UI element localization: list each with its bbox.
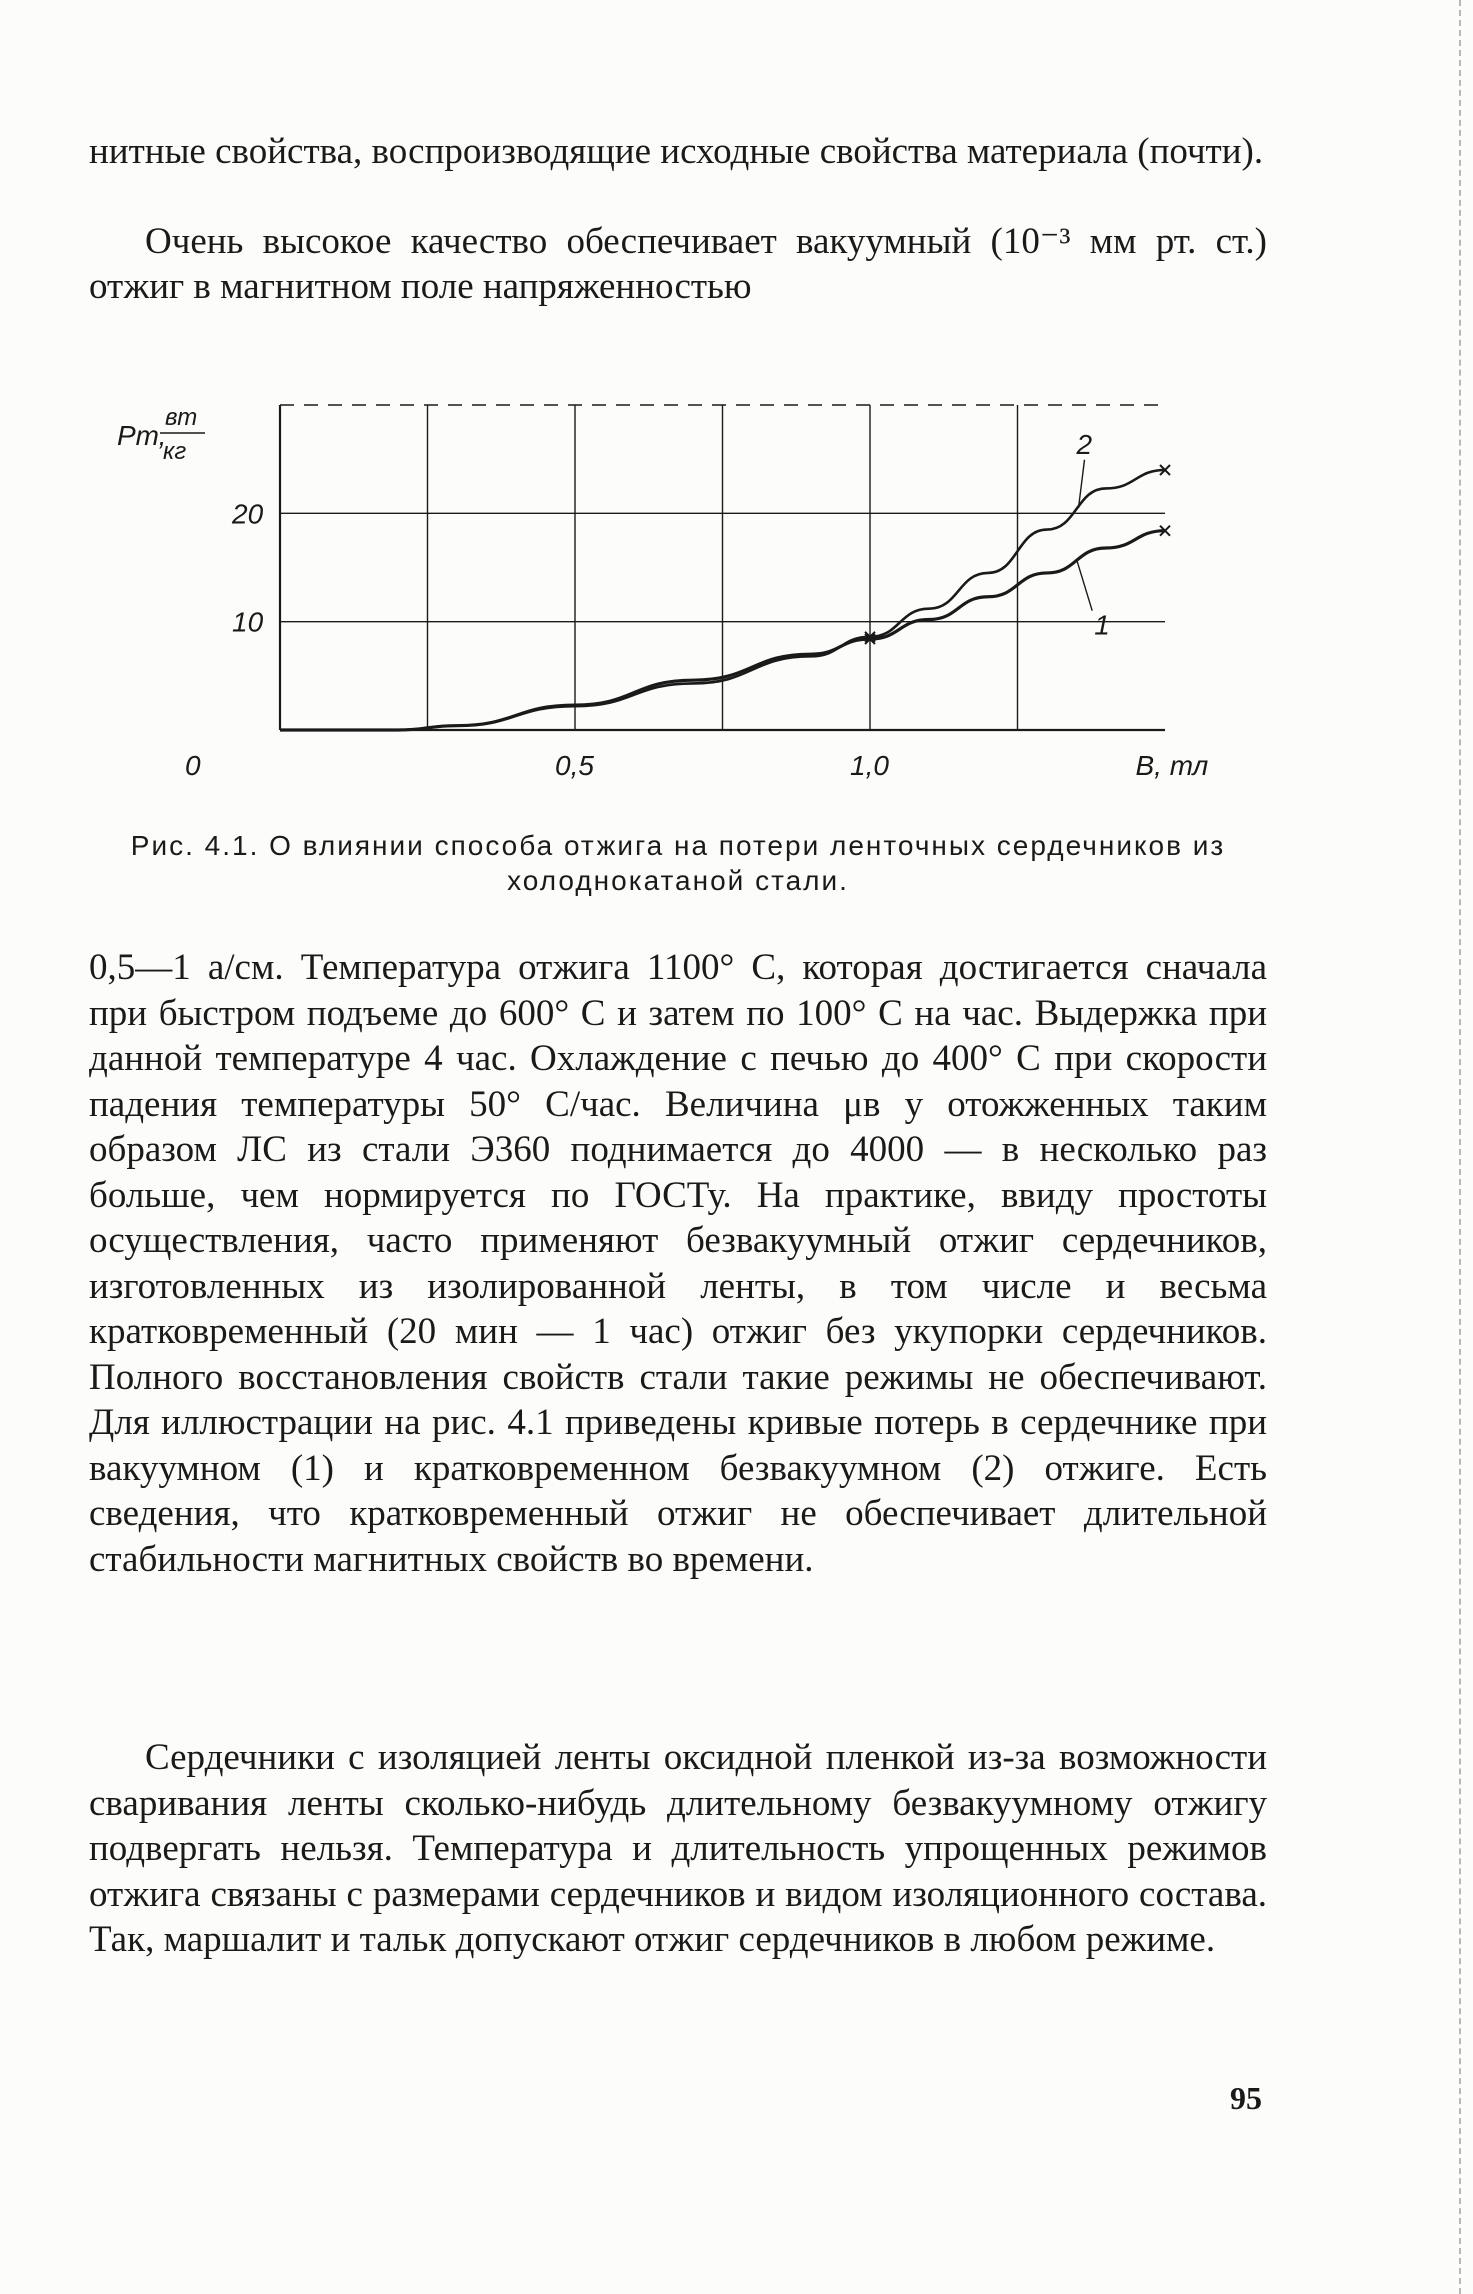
series-label-2: 2 <box>1076 428 1093 460</box>
paragraph-body-2: Сердечники с изоляцией ленты оксидной пленкой из-за возможности сваривания ленты сколько-нибудь длительному безвакуумному отжигу подвергать нельзя. Температура и длительность упрощенных режимов отжига связаны с размерами сердечников и видом изоляционного состава. Так, маршалит и тальк допускают отжиг сердечников в любом режиме. <box>89 1737 1267 1960</box>
x-tick-label: 0,5 <box>555 750 594 781</box>
y-tick-label: 20 <box>232 498 264 530</box>
y-unit-denominator: кг <box>163 438 187 465</box>
series-label-1: 1 <box>1094 609 1110 641</box>
page-binding-edge <box>1459 0 1473 2294</box>
paragraph-top-2: Очень высокое качество обеспечивает вакуумный (10⁻³ мм рт. ст.) отжиг в магнитном поле напряженностью <box>89 221 1267 307</box>
loss-chart <box>117 385 1209 800</box>
paragraph-top-1: нитные свойства, воспроизводящие исходные свойства материала (почти). <box>89 131 1264 172</box>
chart-series <box>280 465 1170 730</box>
series-label-1-leader <box>1076 559 1092 611</box>
y-unit-numerator: вт <box>165 404 198 431</box>
page-number: 95 <box>1230 2080 1262 2116</box>
y-axis-symbol: Pт, <box>117 420 167 451</box>
figure-caption: Рис. 4.1. О влиянии способа отжига на потери ленточных сердечников из холоднокатаной стали. <box>130 830 1226 896</box>
y-tick-label: 10 <box>232 606 264 638</box>
x-tick-label: 1,0 <box>850 750 889 781</box>
x-axis-label: B, тл <box>1135 750 1209 781</box>
figure-4-1 <box>117 385 1209 800</box>
x-tick-label: 0 <box>185 750 201 781</box>
paragraph-body-1: 0,5—1 а/см. Температура отжига 1100° С, которая достигается сначала при быстром подъеме до 600° С и затем по 100° С на час. Выдержка при данной температуре 4 час. Охлаждение с печью до 400° С при скорости падения температуры 50° С/час. Величина μв у отожженных таким образом ЛС из стали Э360 поднимается до 4000 — в несколько раз больше, чем нормируется по ГОСТу. На практике, ввиду простоты осуществления, часто применяют безвакуумный отжиг сердечников, изготовленных из изолированной ленты, в том числе и весьма кратковременный (20 мин — 1 час) отжиг без укупорки сердечников. Полного восстановления свойств стали такие режимы не обеспечивают. Для иллюстрации на рис. 4.1 приведены кривые потерь в сердечнике при вакуумном (1) и кратковременном безвакуумном (2) отжиге. Есть сведения, что кратковременный отжиг не обеспечивает длительной стабильности магнитных свойств во времени. <box>89 947 1267 1580</box>
